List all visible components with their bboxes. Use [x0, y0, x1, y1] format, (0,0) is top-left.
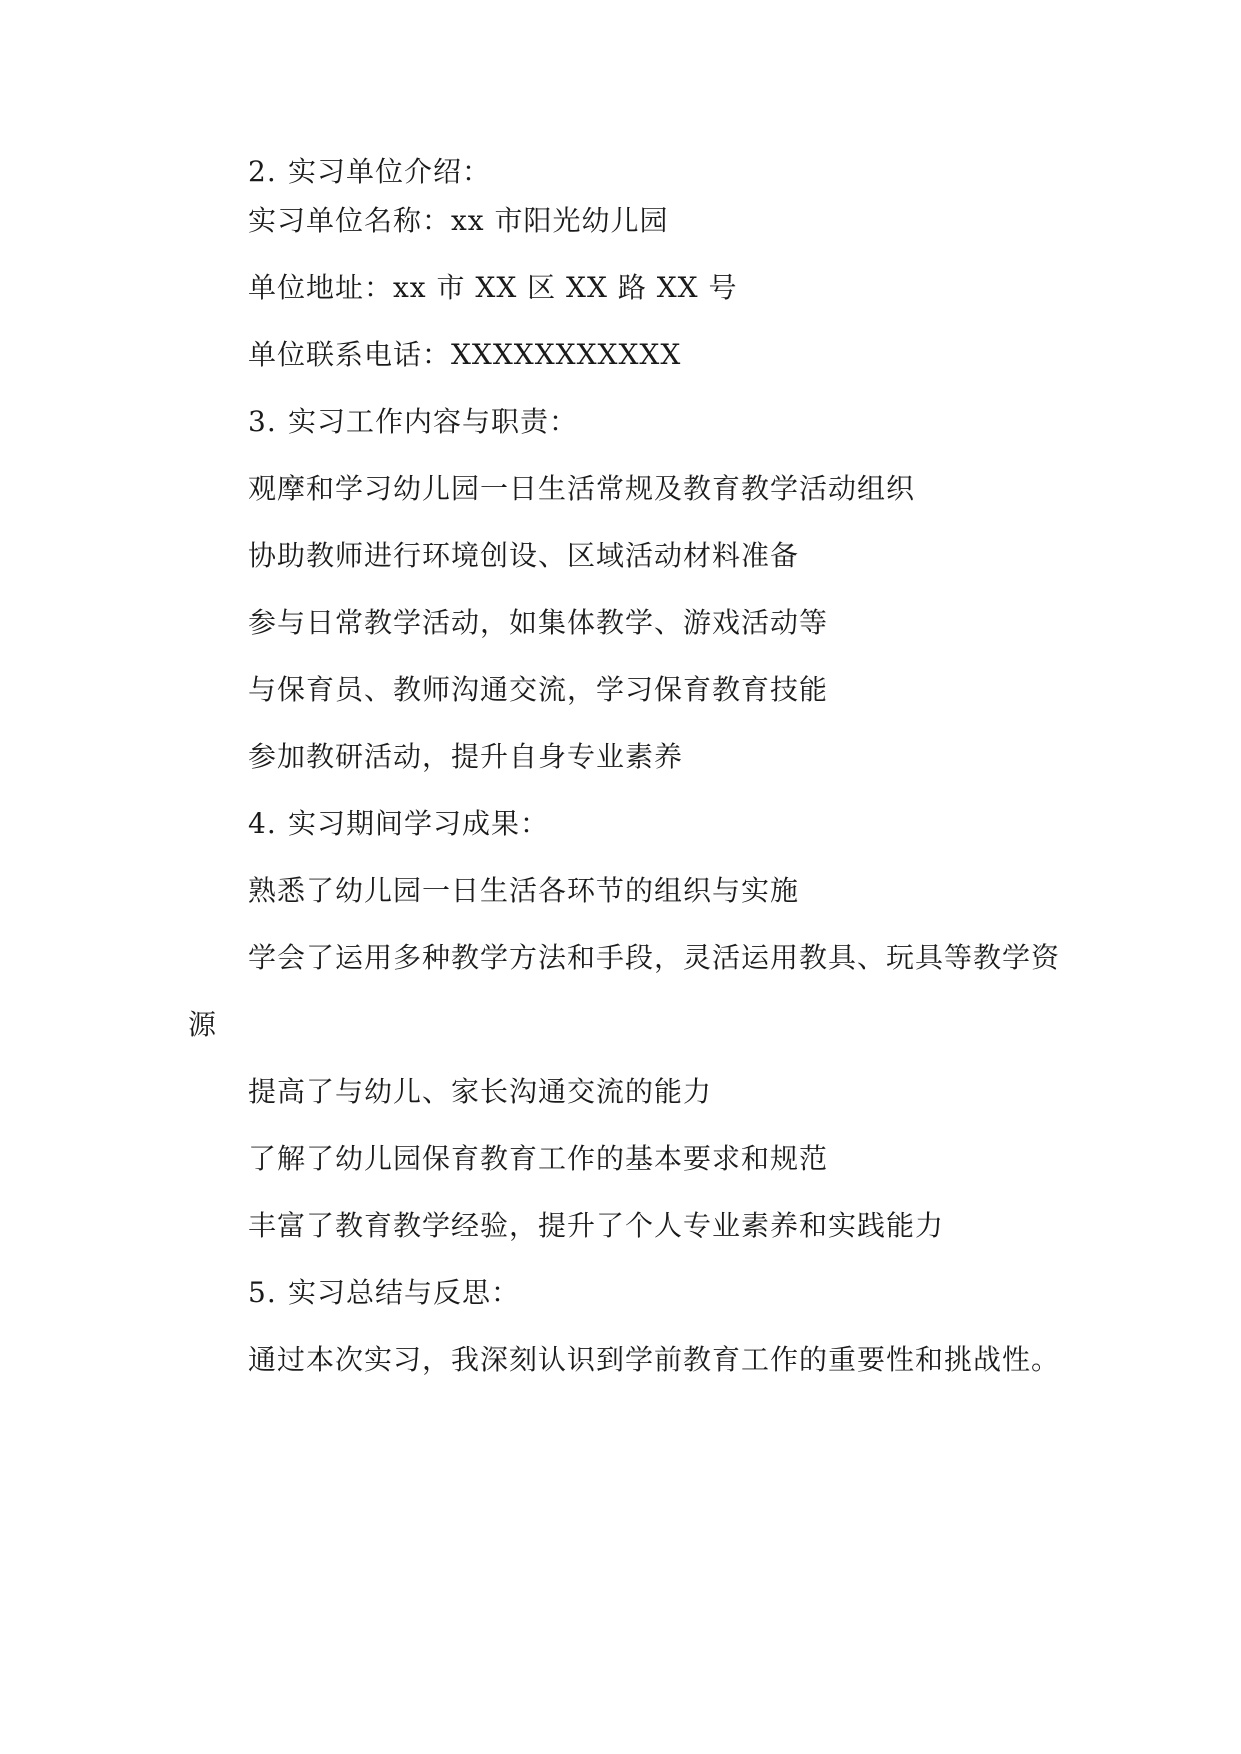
paragraph-line: 单位地址：xx 市 XX 区 XX 路 XX 号: [248, 271, 738, 304]
paragraph-line: 熟悉了幼儿园一日生活各环节的组织与实施: [248, 874, 800, 907]
section-number: 3.: [248, 405, 277, 438]
section-heading: [248, 152, 491, 192]
paragraph-line: 实习单位名称：xx 市阳光幼儿园: [248, 204, 669, 237]
paragraph-line: 丰富了教育教学经验，提升了个人专业素养和实践能力: [248, 1209, 945, 1242]
section-number: 2.: [248, 155, 277, 188]
paragraph-line: 通过本次实习，我深刻认识到学前教育工作的重要性和挑战性。: [248, 1343, 1061, 1376]
section-number: 4.: [248, 807, 277, 840]
paragraph-line: 与保育员、教师沟通交流，学习保育教育技能: [248, 673, 829, 706]
paragraph-line: 观摩和学习幼儿园一日生活常规及教育教学活动组织: [248, 472, 916, 505]
paragraph-line: 提高了与幼儿、家长沟通交流的能力: [248, 1075, 713, 1108]
paragraph-line: 协助教师进行环境创设、区域活动材料准备: [248, 539, 800, 572]
section-number: 5.: [248, 1276, 277, 1309]
paragraph-line: 参与日常教学活动，如集体教学、游戏活动等: [248, 606, 829, 639]
section-title: 实习期间学习成果：: [288, 807, 550, 840]
paragraph-line: 参加教研活动，提升自身专业素养: [248, 740, 684, 773]
paragraph-line: 学会了运用多种教学方法和手段，灵活运用教具、玩具等教学资: [248, 941, 1061, 974]
paragraph-line: 单位联系电话：XXXXXXXXXXX: [248, 338, 682, 371]
paragraph-line-continuation: 源: [188, 1008, 218, 1041]
section-heading: [248, 804, 549, 844]
section-heading: [248, 402, 578, 442]
paragraph-line: 了解了幼儿园保育教育工作的基本要求和规范: [248, 1142, 829, 1175]
section-heading: [248, 1273, 520, 1313]
section-title: 实习单位介绍：: [288, 155, 492, 188]
section-title: 实习工作内容与职责：: [288, 405, 579, 438]
section-title: 实习总结与反思：: [288, 1276, 521, 1309]
